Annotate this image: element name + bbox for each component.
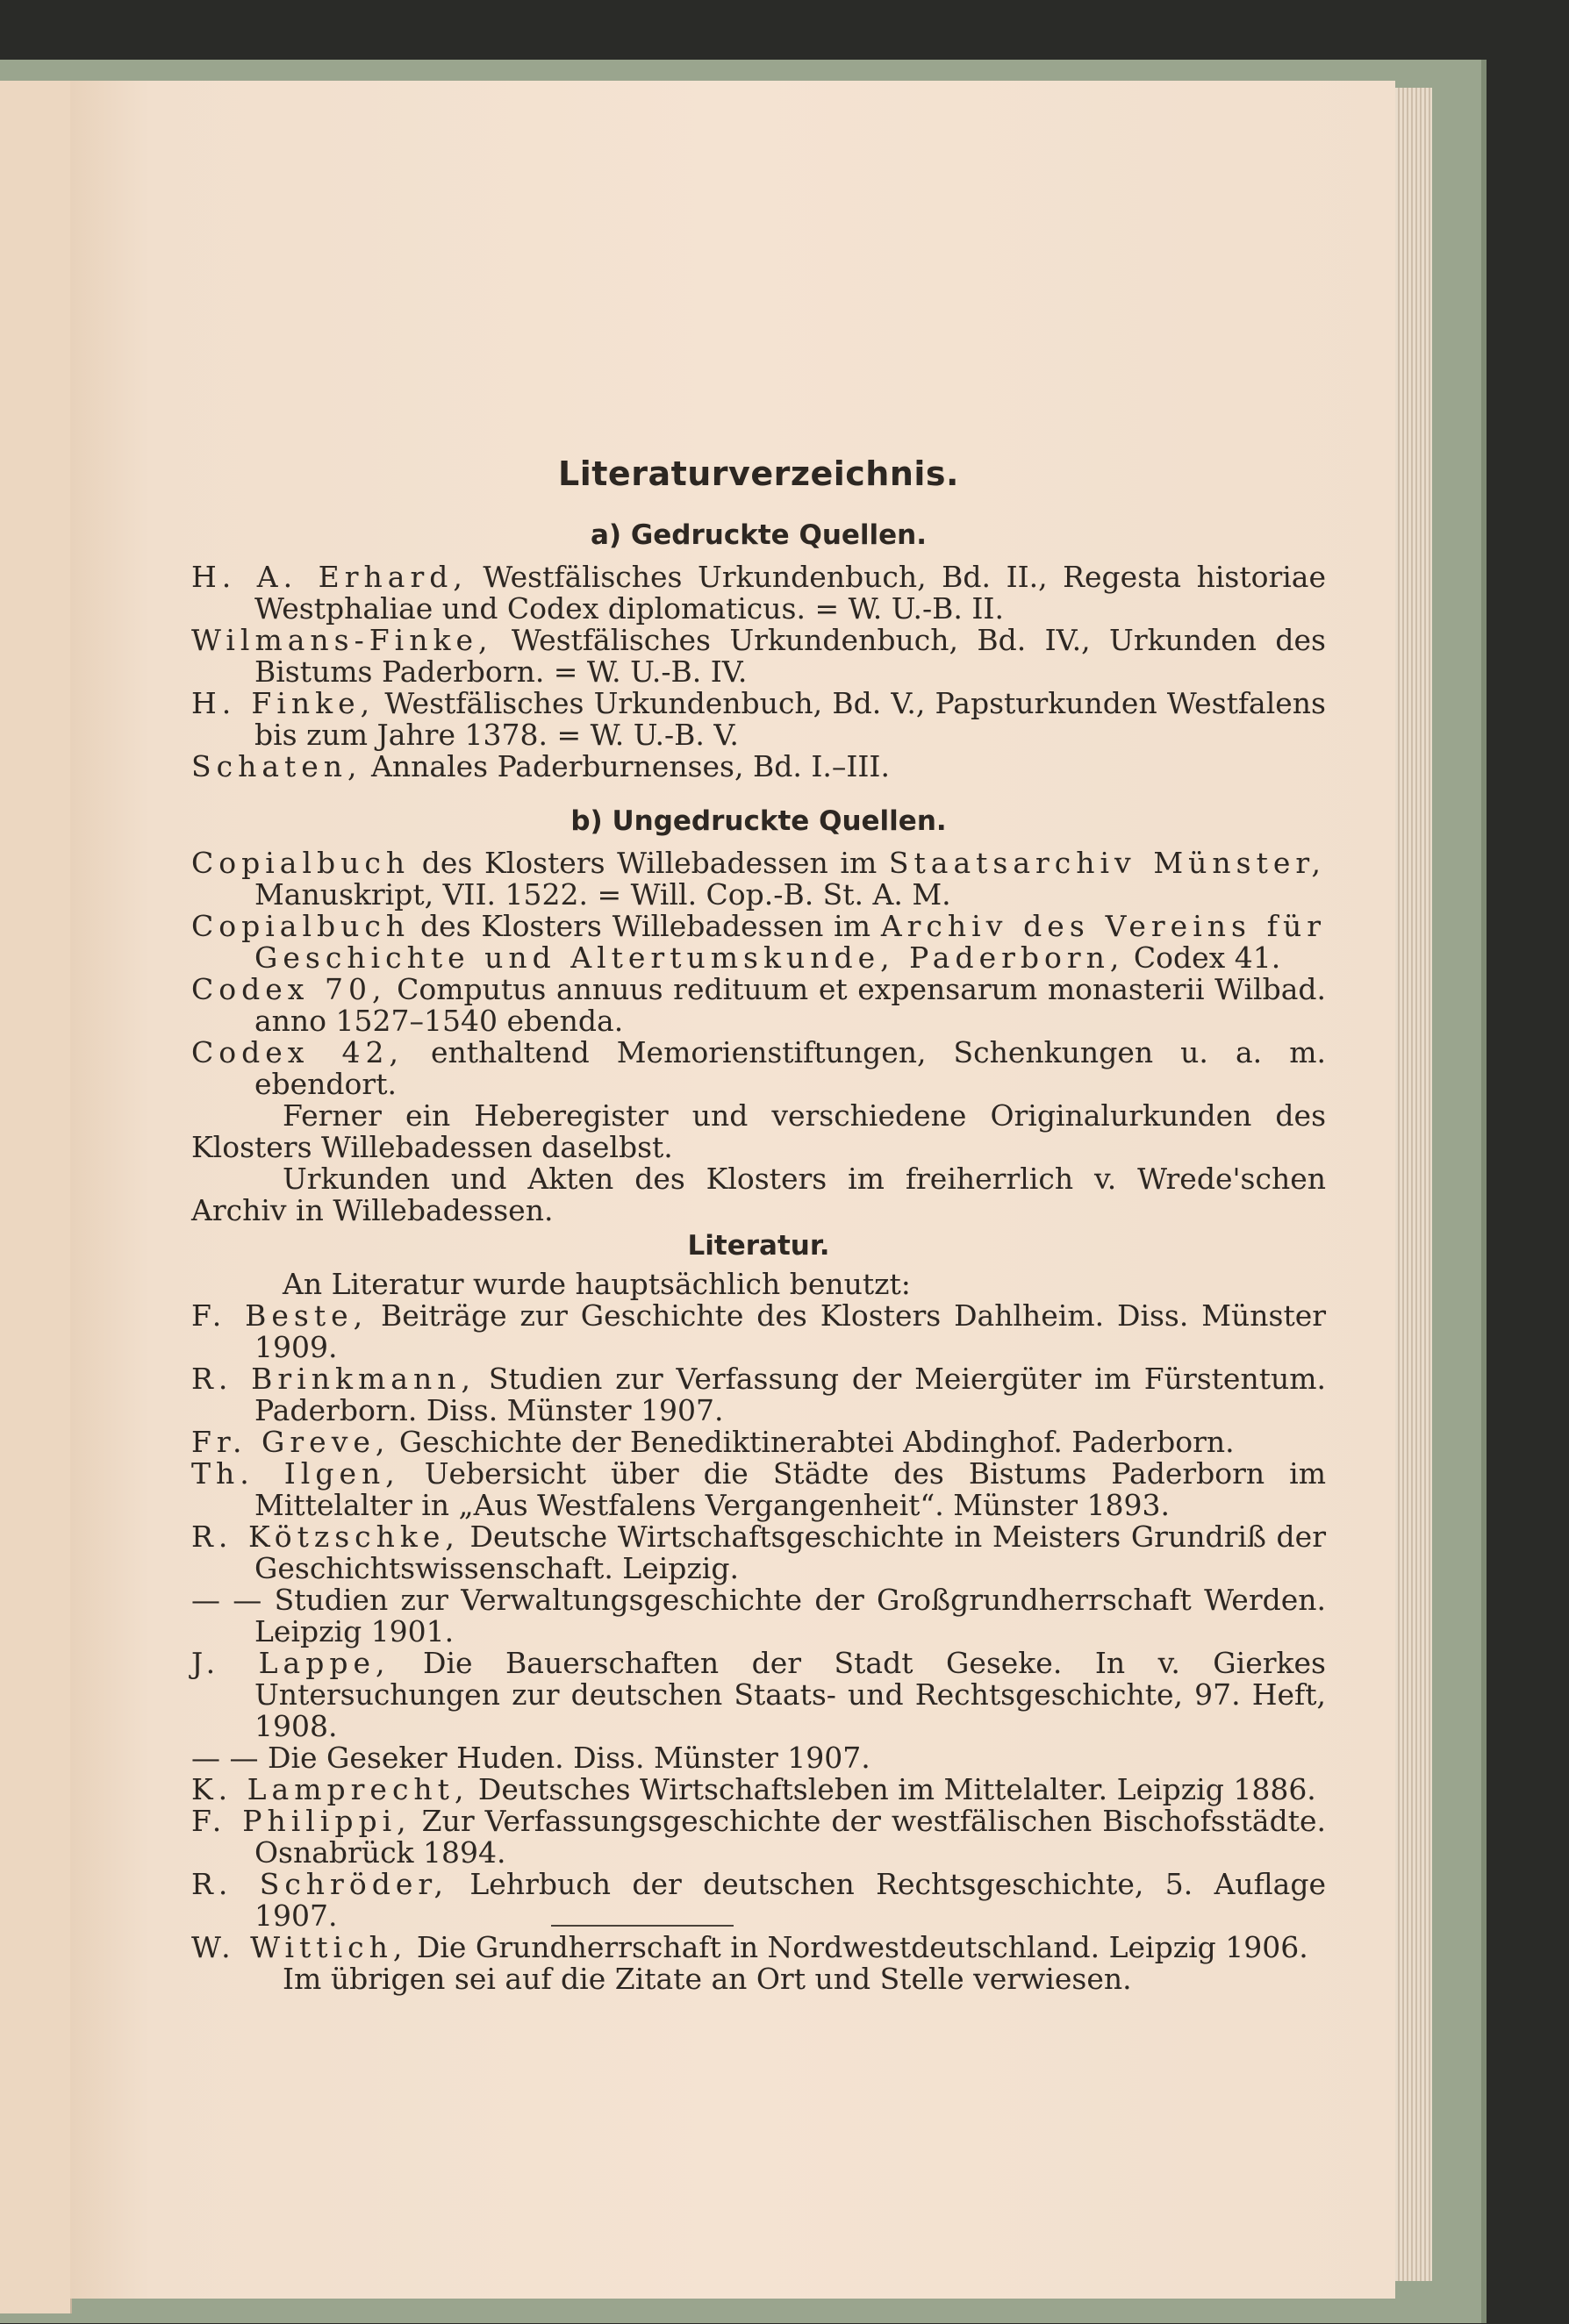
paragraph: An Literatur wurde hauptsächlich benutzt: (283, 1267, 911, 1301)
bib-entry: Codex 42, enthaltend Memorienstiftungen, Schenkungen u. a. m. ebendort. (191, 1035, 1326, 1101)
literatur-heading: Literatur. (687, 1230, 830, 1262)
bib-entry: — — Die Geseker Huden. Diss. Münster 1907. (191, 1741, 870, 1775)
bib-entry: H. A. Erhard, Westfälisches Urkundenbuch, Bd. II., Regesta historiae Westphaliae und Codex diplomaticus. = W. U.-B. II. (191, 560, 1327, 626)
section-b-heading: b) Ungedruckte Quellen. (570, 805, 947, 837)
left-page-edge (0, 81, 72, 2313)
paragraph: Im übrigen sei auf die Zitate an Ort und Stelle verwiesen. (283, 1962, 1132, 1996)
closing-rule (551, 1925, 734, 1927)
page-title: Literaturverzeichnis. (558, 454, 959, 493)
bib-entry: F. Beste, Beiträge zur Geschichte des Klosters Dahlheim. Diss. Münster 1909. (191, 1298, 1327, 1364)
bib-entry: R. Schröder, Lehrbuch der deutschen Rechtsgeschichte, 5. Auflage 1907. (191, 1867, 1327, 1933)
bib-entry: Copialbuch des Klosters Willebadessen im Staatsarchiv Münster, Manuskript, VII. 1522. = Will. Cop.-B. St. A. M. (191, 846, 1326, 912)
bib-entry: Th. Ilgen, Uebersicht über die Städte des Bistums Paderborn im Mittelalter in „Aus Westfalens Vergangenheit“. Münster 1893. (191, 1456, 1326, 1522)
paragraph: Urkunden und Akten des Klosters im freiherrlich v. Wrede'schen Archiv in Willebadessen. (191, 1162, 1326, 1227)
paragraph: Ferner ein Heberegister und verschiedene Originalurkunden des Klosters Willebadessen daselbst. (191, 1098, 1326, 1164)
bib-entry: Wilmans-Finke, Westfälisches Urkundenbuch, Bd. IV., Urkunden des Bistums Paderborn. = W. U.-B. IV. (191, 623, 1326, 689)
bib-entry: — — Studien zur Verwaltungsgeschichte der Großgrundherrschaft Werden. Leipzig 1901. (191, 1583, 1326, 1648)
bib-entry: H. Finke, Westfälisches Urkundenbuch, Bd. V., Papsturkunden Westfalens bis zum Jahre 1378. = W. U.-B. V. (191, 686, 1326, 752)
bib-entry: Schaten, Annales Paderburnenses, Bd. I.–III. (191, 749, 890, 783)
bib-entry: Copialbuch des Klosters Willebadessen im Archiv des Vereins für Geschichte und Altertumskunde, Paderborn, Codex 41. (191, 909, 1327, 975)
bib-entry: R. Brinkmann, Studien zur Verfassung der Meiergüter im Fürstentum. Paderborn. Diss. Münster 1907. (191, 1362, 1326, 1427)
page-content (191, 454, 1327, 1996)
bib-entry: F. Philippi, Zur Verfassungsgeschichte der westfälischen Bischofsstädte. Osnabrück 1894. (191, 1804, 1327, 1870)
book-page (70, 81, 1395, 2299)
bib-entry: R. Kötzschke, Deutsche Wirtschaftsgeschichte in Meisters Grundriß der Geschichtswissenschaft. Leipzig. (191, 1520, 1326, 1585)
section-a-heading: a) Gedruckte Quellen. (590, 519, 928, 551)
bib-entry: J. Lappe, Die Bauerschaften der Stadt Geseke. In v. Gierkes Untersuchungen zur deutschen Staats- und Rechtsgeschichte, 97. Heft, 1908. (191, 1646, 1326, 1743)
bib-entry: Codex 70, Computus annuus redituum et expensarum monasterii Wilbad. anno 1527–1540 ebenda. (191, 972, 1327, 1038)
bib-entry: Fr. Greve, Geschichte der Benediktinerabtei Abdinghof. Paderborn. (191, 1425, 1235, 1459)
bib-entry: K. Lamprecht, Deutsches Wirtschaftsleben im Mittelalter. Leipzig 1886. (191, 1772, 1316, 1806)
bib-entry: W. Wittich, Die Grundherrschaft in Nordwestdeutschland. Leipzig 1906. (191, 1930, 1308, 1964)
